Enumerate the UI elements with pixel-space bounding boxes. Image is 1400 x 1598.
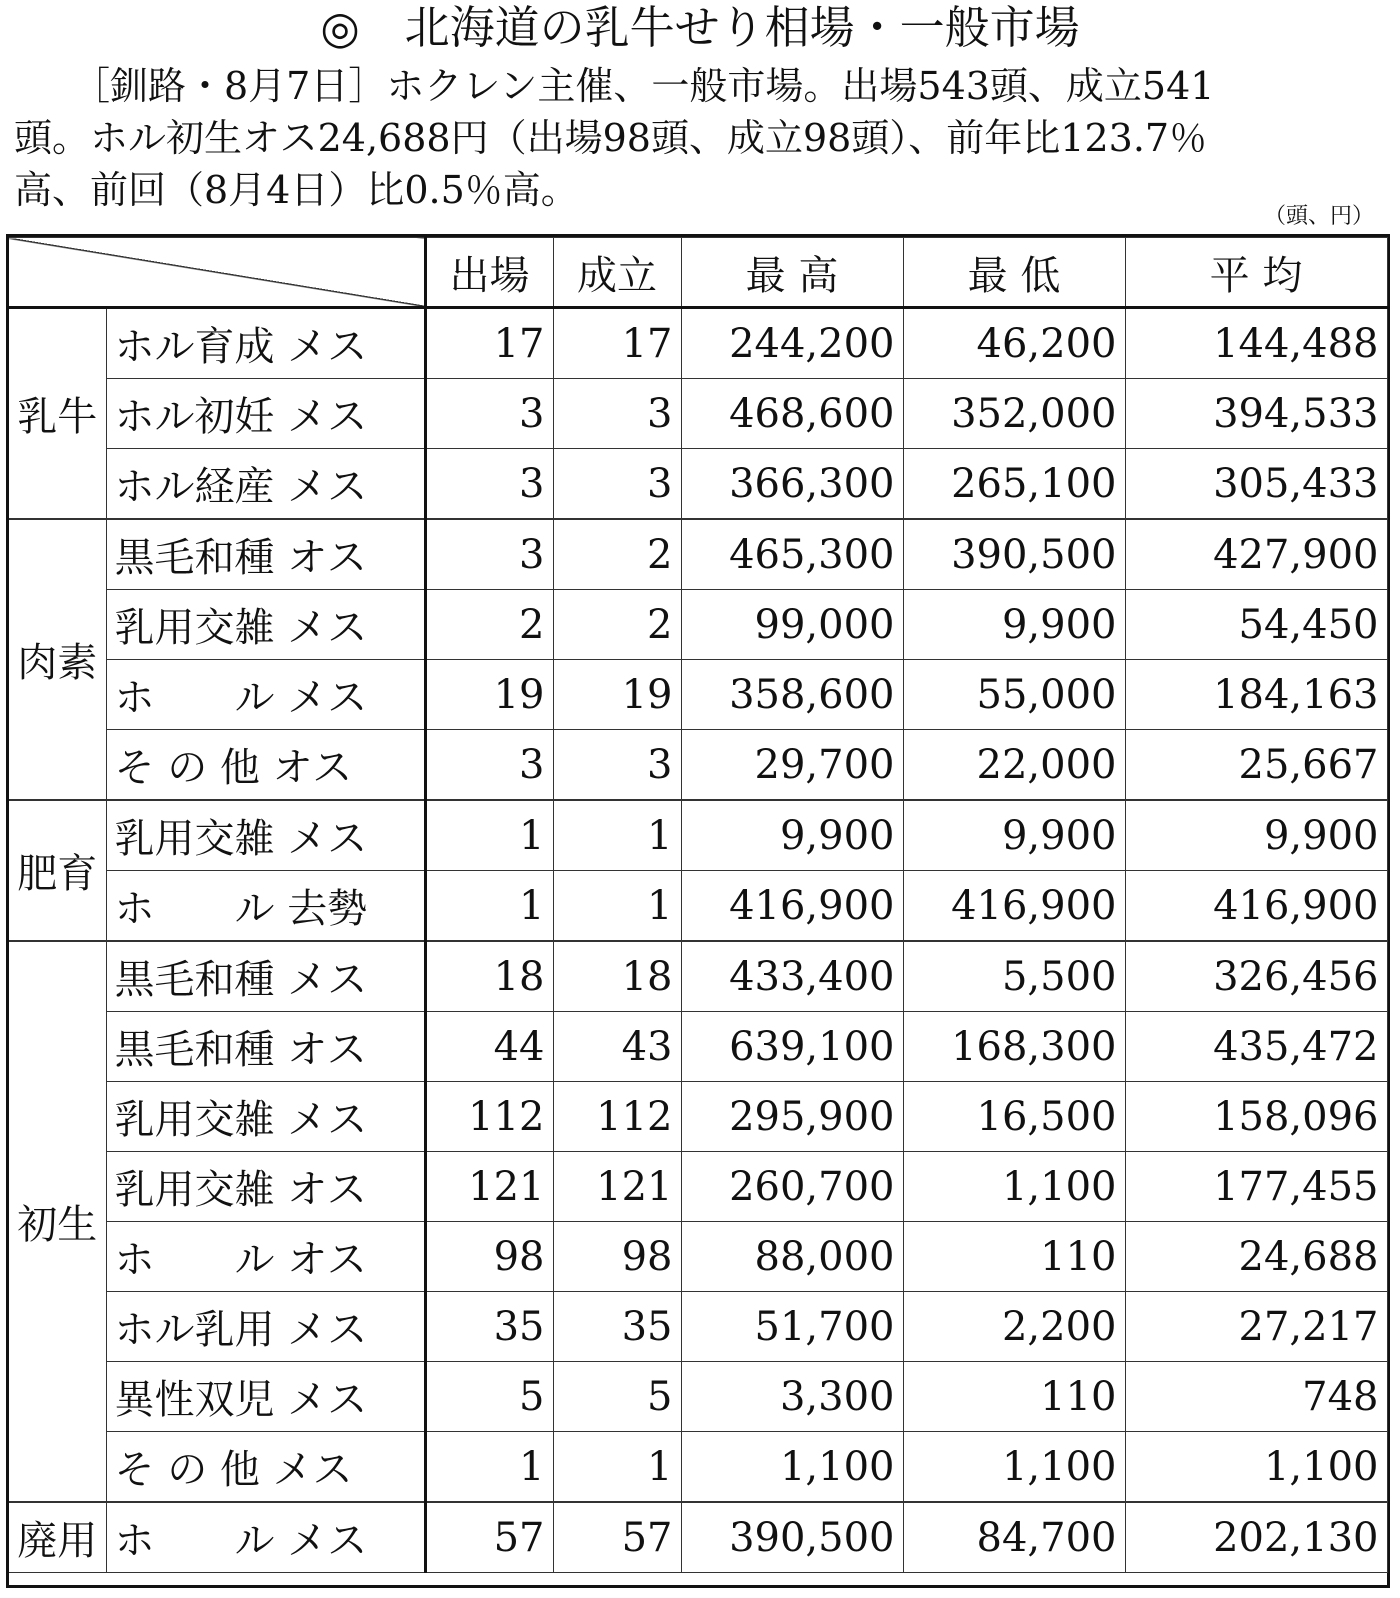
cell-avg: 748 (1125, 1362, 1387, 1432)
cell-max: 1,100 (681, 1432, 903, 1503)
cell-avg: 177,455 (1125, 1152, 1387, 1222)
category-cell: 肥育 (9, 800, 106, 941)
cell-avg: 24,688 (1125, 1222, 1387, 1292)
item-cell: ホル乳用 メス (106, 1292, 425, 1362)
cell-min: 46,200 (903, 308, 1125, 379)
category-cell: 乳牛 (9, 308, 106, 520)
cell-min: 55,000 (903, 660, 1125, 730)
cell-sold: 121 (553, 1152, 681, 1222)
cell-avg: 144,488 (1125, 308, 1387, 379)
header-avg: 平 均 (1125, 238, 1387, 308)
header-sold: 成立 (553, 238, 681, 308)
table-body (9, 308, 1387, 1573)
item-cell: 乳用交雑 メス (106, 1082, 425, 1152)
table-row (9, 1362, 1387, 1432)
table-row (9, 1012, 1387, 1082)
cell-min: 16,500 (903, 1082, 1125, 1152)
cell-sold: 17 (553, 308, 681, 379)
cell-sold: 98 (553, 1222, 681, 1292)
cell-sold: 19 (553, 660, 681, 730)
table-row (9, 660, 1387, 730)
cell-avg: 184,163 (1125, 660, 1387, 730)
item-cell: ホル育成 メス (106, 308, 425, 379)
item-cell: 黒毛和種 オス (106, 1012, 425, 1082)
header-entries: 出場 (425, 238, 553, 308)
market-table (9, 237, 1388, 1573)
category-cell: 廃用 (9, 1502, 106, 1573)
cell-entries: 3 (425, 379, 553, 449)
table-row (9, 519, 1387, 590)
item-cell: ホ ル オス (106, 1222, 425, 1292)
table-row (9, 1222, 1387, 1292)
cell-sold: 35 (553, 1292, 681, 1362)
cell-entries: 1 (425, 1432, 553, 1503)
cell-max: 99,000 (681, 590, 903, 660)
cell-max: 416,900 (681, 871, 903, 942)
table-row (9, 308, 1387, 379)
cell-min: 1,100 (903, 1152, 1125, 1222)
cell-entries: 3 (425, 730, 553, 801)
table-row (9, 449, 1387, 520)
cell-max: 9,900 (681, 800, 903, 871)
cell-entries: 2 (425, 590, 553, 660)
cell-max: 260,700 (681, 1152, 903, 1222)
header-min: 最 低 (903, 238, 1125, 308)
cell-avg: 305,433 (1125, 449, 1387, 520)
cell-avg: 435,472 (1125, 1012, 1387, 1082)
item-cell: ホ ル メス (106, 1502, 425, 1573)
cell-avg: 27,217 (1125, 1292, 1387, 1362)
cell-sold: 3 (553, 379, 681, 449)
cell-sold: 2 (553, 519, 681, 590)
cell-min: 1,100 (903, 1432, 1125, 1503)
cell-avg: 158,096 (1125, 1082, 1387, 1152)
cell-min: 352,000 (903, 379, 1125, 449)
cell-entries: 19 (425, 660, 553, 730)
item-cell: 乳用交雑 メス (106, 800, 425, 871)
cell-sold: 1 (553, 871, 681, 942)
cell-avg: 416,900 (1125, 871, 1387, 942)
item-cell: ホル初妊 メス (106, 379, 425, 449)
cell-max: 3,300 (681, 1362, 903, 1432)
table-row (9, 379, 1387, 449)
table-row (9, 1502, 1387, 1573)
cell-max: 88,000 (681, 1222, 903, 1292)
cell-sold: 43 (553, 1012, 681, 1082)
lead-line: 高、前回（8月4日）比0.5％高。 (14, 168, 579, 212)
cell-entries: 3 (425, 449, 553, 520)
lead-paragraph (14, 60, 1388, 216)
cell-avg: 202,130 (1125, 1502, 1387, 1573)
cell-max: 465,300 (681, 519, 903, 590)
cell-min: 416,900 (903, 871, 1125, 942)
item-cell: ホ ル 去勢 (106, 871, 425, 942)
lead-line: 頭。ホル初生オス24,688円（出場98頭、成立98頭）、前年比123.7％ (14, 116, 1208, 160)
cell-min: 5,500 (903, 941, 1125, 1012)
cell-avg: 427,900 (1125, 519, 1387, 590)
table-row (9, 800, 1387, 871)
cell-max: 390,500 (681, 1502, 903, 1573)
cell-avg: 9,900 (1125, 800, 1387, 871)
cell-entries: 57 (425, 1502, 553, 1573)
cell-sold: 18 (553, 941, 681, 1012)
market-table-frame (6, 234, 1390, 1588)
item-cell: 黒毛和種 オス (106, 519, 425, 590)
cell-sold: 2 (553, 590, 681, 660)
item-cell: 乳用交雑 オス (106, 1152, 425, 1222)
cell-entries: 1 (425, 800, 553, 871)
cell-max: 244,200 (681, 308, 903, 379)
cell-sold: 3 (553, 449, 681, 520)
cell-min: 84,700 (903, 1502, 1125, 1573)
cell-avg: 25,667 (1125, 730, 1387, 801)
cell-avg: 394,533 (1125, 379, 1387, 449)
lead-line: ［釧路・8月7日］ホクレン主催、一般市場。出場543頭、成立541 (72, 64, 1215, 108)
item-cell: 黒毛和種 メス (106, 941, 425, 1012)
table-row (9, 1082, 1387, 1152)
cell-sold: 112 (553, 1082, 681, 1152)
cell-max: 29,700 (681, 730, 903, 801)
cell-sold: 57 (553, 1502, 681, 1573)
cell-max: 51,700 (681, 1292, 903, 1362)
cell-sold: 1 (553, 1432, 681, 1503)
cell-sold: 5 (553, 1362, 681, 1432)
cell-max: 366,300 (681, 449, 903, 520)
cell-entries: 121 (425, 1152, 553, 1222)
table-row (9, 590, 1387, 660)
table-row (9, 941, 1387, 1012)
cell-max: 433,400 (681, 941, 903, 1012)
cell-min: 168,300 (903, 1012, 1125, 1082)
cell-avg: 1,100 (1125, 1432, 1387, 1503)
item-cell: 異性双児 メス (106, 1362, 425, 1432)
table-header-row (9, 238, 1387, 308)
cell-min: 110 (903, 1222, 1125, 1292)
cell-entries: 18 (425, 941, 553, 1012)
page-title: ◎ 北海道の乳牛せり相場・一般市場 (320, 1, 1080, 54)
table-row (9, 871, 1387, 942)
cell-max: 295,900 (681, 1082, 903, 1152)
cell-entries: 44 (425, 1012, 553, 1082)
cell-min: 110 (903, 1362, 1125, 1432)
cell-sold: 3 (553, 730, 681, 801)
item-cell: ホ ル メス (106, 660, 425, 730)
cell-entries: 112 (425, 1082, 553, 1152)
cell-min: 390,500 (903, 519, 1125, 590)
cell-entries: 1 (425, 871, 553, 942)
unit-note: （頭、円） (1263, 204, 1374, 229)
cell-entries: 98 (425, 1222, 553, 1292)
cell-min: 265,100 (903, 449, 1125, 520)
cell-max: 639,100 (681, 1012, 903, 1082)
item-cell: そ の 他 メス (106, 1432, 425, 1503)
cell-entries: 17 (425, 308, 553, 379)
cell-entries: 3 (425, 519, 553, 590)
cell-min: 9,900 (903, 800, 1125, 871)
category-cell: 肉素 (9, 519, 106, 800)
cell-sold: 1 (553, 800, 681, 871)
cell-avg: 326,456 (1125, 941, 1387, 1012)
item-cell: ホル経産 メス (106, 449, 425, 520)
cell-avg: 54,450 (1125, 590, 1387, 660)
header-max: 最 高 (681, 238, 903, 308)
cell-min: 9,900 (903, 590, 1125, 660)
item-cell: 乳用交雑 メス (106, 590, 425, 660)
cell-max: 468,600 (681, 379, 903, 449)
cell-max: 358,600 (681, 660, 903, 730)
cell-min: 2,200 (903, 1292, 1125, 1362)
cell-min: 22,000 (903, 730, 1125, 801)
cell-entries: 5 (425, 1362, 553, 1432)
table-row (9, 1432, 1387, 1503)
category-cell: 初生 (9, 941, 106, 1502)
header-diagonal-cell (9, 238, 425, 308)
table-row (9, 1152, 1387, 1222)
table-row (9, 1292, 1387, 1362)
cell-entries: 35 (425, 1292, 553, 1362)
table-row (9, 730, 1387, 801)
item-cell: そ の 他 オス (106, 730, 425, 801)
